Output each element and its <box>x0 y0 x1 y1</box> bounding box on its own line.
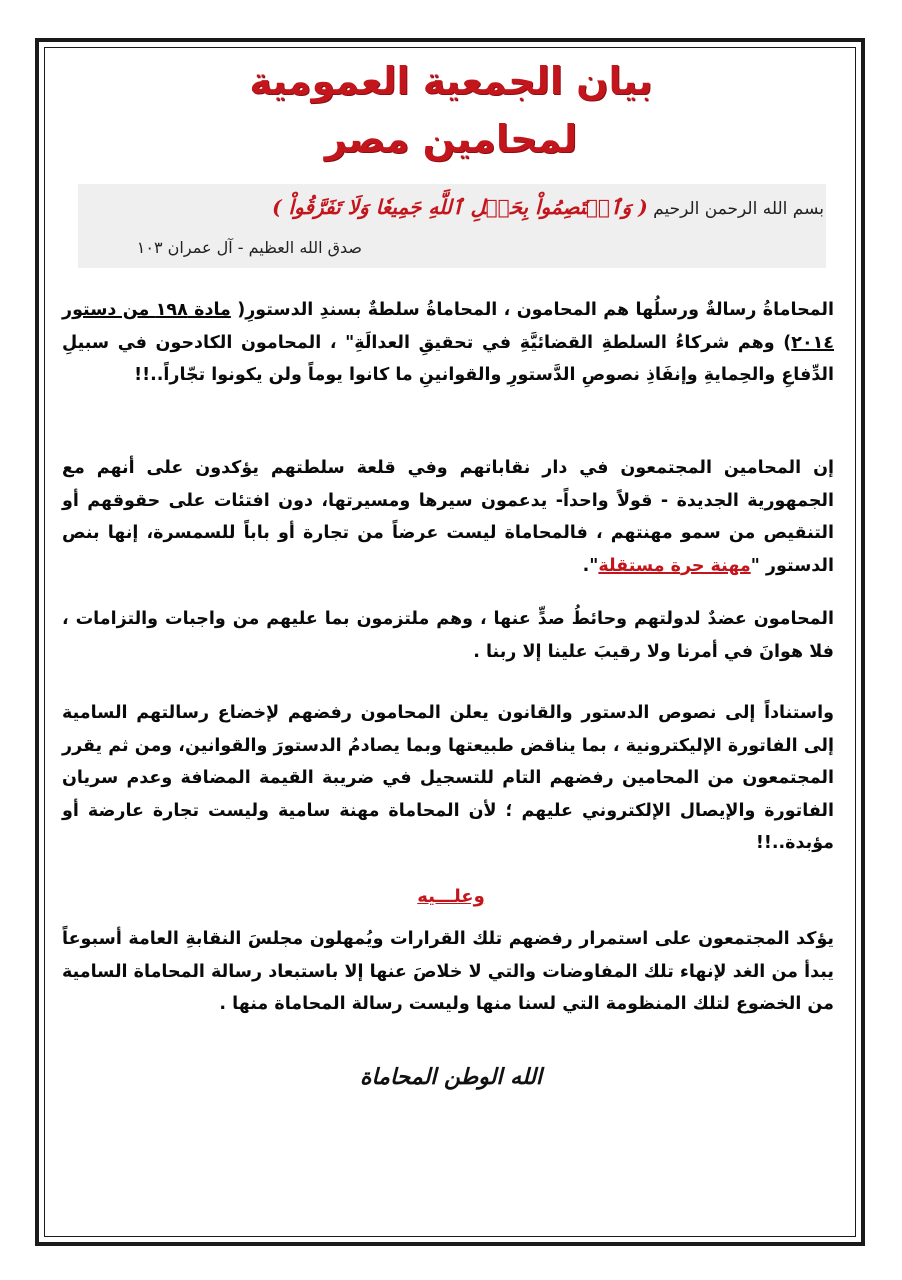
document-title-line2: لمحامين مصر <box>324 117 578 161</box>
verse-citation: صدق الله العظيم - آل عمران ١٠٣ <box>136 238 362 257</box>
paragraph-3: المحامون عضدٌ لدولتهم وحائطُ صدٍّ عنها ، وهم ملتزمون بما عليهم من واجبات والتزامات ، فلا هوانَ في أمرنا ولا رقيبَ علينا إلا ربنا . <box>62 609 834 662</box>
quran-verse: ( وَٱعۡتَصِمُواْ بِحَبۡلِ ٱللَّهِ جَمِيعٗا وَلَا تَفَرَّقُواْ ) <box>272 195 648 219</box>
paragraph-2-end: ". <box>582 555 599 576</box>
basmala-text: بسم الله الرحمن الرحيم <box>653 199 824 219</box>
paragraph-2 <box>62 452 834 582</box>
basmala-line <box>76 192 824 224</box>
paragraph-1-end: ) وهم شركاءُ السلطةِ القضائيَّةِ في تحقيقِ العدالَةِ" ، المحامون الكادحون في سبيلِ الدِّفاعِ والحِمايةِ وإنفَاذِ نصوصِ الدَّستورِ والقوانينِ ما كانوا يوماً ولن يكونوا تجّاراً..!! <box>62 332 834 385</box>
closing-motto: الله الوطن المحاماة <box>359 1064 543 1090</box>
free-profession-phrase: مهنة حرة مستقلة <box>598 555 751 576</box>
paragraph-5: يؤكد المجتمعون على استمرار رفضهم تلك القرارات ويُمهلون مجلسَ النقابةِ العامة أسبوعاً يبدأ من الغد لإنهاء تلك المفاوضات والتي لا خلاصَ عنها إلا باستبعاد رسالة المحاماة السامية من الخضوع لتلك المنظومة التي لسنا منها وليست رسالة المحاماة منها . <box>62 929 834 1014</box>
document-title-line1: بيان الجمعية العمومية <box>249 59 653 103</box>
paragraph-1-start: المحاماةُ رسالةٌ ورسلُها هم المحامون ، المحاماةُ سلطةٌ بسندِ الدستورِ( <box>230 300 834 320</box>
therefore-heading: وعلـــيه <box>417 886 485 907</box>
paragraph-2-start: إن المحامين المجتمعون في دار نقاباتهم وفي قلعة سلطتهم يؤكدون على أنهم مع الجمهورية الجديدة - قولاً واحداً- يدعمون سيرها ومسيرتها، دون افتئات على حقوقهم أو التنقيص من سمو مهنتهم ، فالمحاماة ليست عرضاً من تجارة أو باباً للسمسرة، إنها بنص الدستور " <box>62 458 834 576</box>
paragraph-1 <box>62 294 834 392</box>
constitution-article-ref: مادة ١٩٨ من دستور ٢٠١٤ <box>62 300 834 353</box>
paragraph-4: واستناداً إلى نصوص الدستور والقانون يعلن المحامون رفضهم لإخضاع رسالتهم السامية إلى الفاتورة الإليكترونية ، بما يناقض طبيعتها وبما يصادمُ الدستورَ والقوانين، ومن ثم يقرر المجتمعون من المحامين رفضهم التام للتسجيل في ضريبة القيمة المضافة وعدم سريان الفاتورة والإيصال الإلكتروني عليهم ؛ لأن المحاماة مهنة سامية وليست تجارة عارضة أو مؤبدة..!! <box>62 703 834 853</box>
